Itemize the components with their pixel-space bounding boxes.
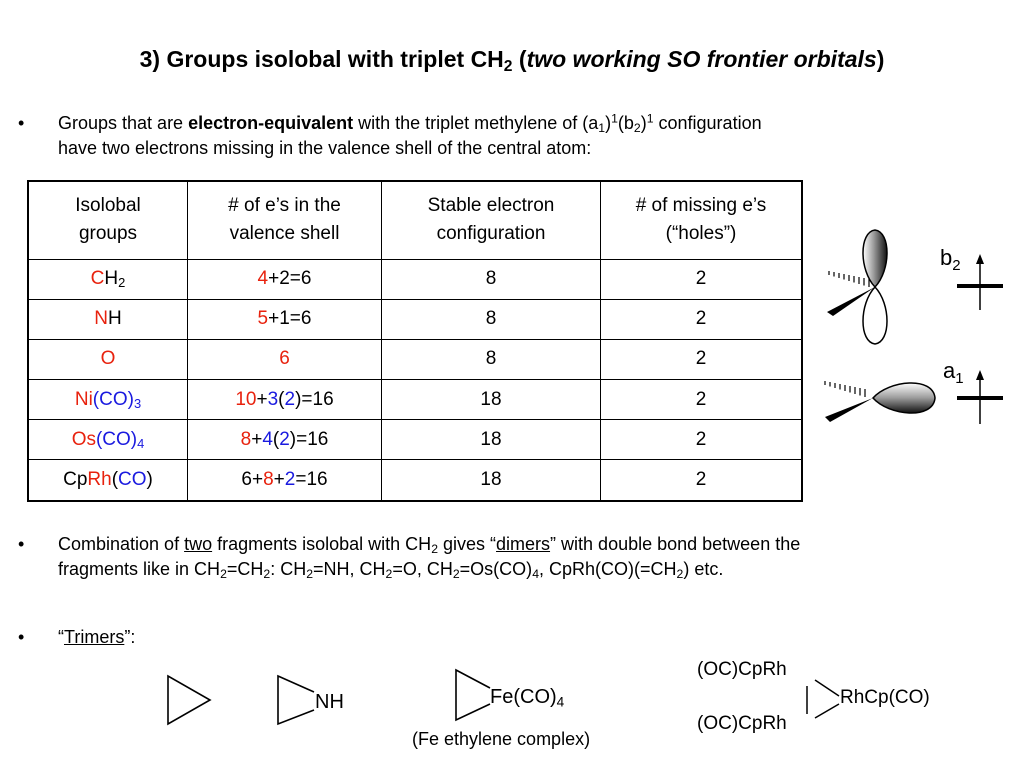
group-cell: CpRh(CO) bbox=[28, 460, 188, 501]
missing-cell: 2 bbox=[601, 299, 803, 339]
table-row bbox=[28, 420, 802, 460]
stable-cell: 8 bbox=[382, 299, 601, 339]
valence-cell: 10+3(2)=16 bbox=[188, 380, 382, 420]
a1-level-icon bbox=[957, 370, 1003, 424]
fe-ethylene-caption: (Fe ethylene complex) bbox=[412, 729, 591, 749]
stable-cell: 18 bbox=[382, 460, 601, 501]
bullet-marker: • bbox=[18, 534, 25, 554]
header-valence-electrons: # of e’s in the valence shell bbox=[188, 181, 382, 259]
rh-bonds-icon bbox=[795, 672, 845, 728]
a1-orbital-icon bbox=[825, 381, 935, 422]
missing-cell: 2 bbox=[601, 460, 803, 501]
cyclopropane-icon bbox=[160, 668, 220, 732]
stable-cell: 18 bbox=[382, 380, 601, 420]
fe-carbonyl-label: $Fe(CO)_4$ bbox=[490, 686, 565, 710]
rh-fragment-right: RhCp(CO) bbox=[840, 687, 930, 708]
b2-label: $b_2$ bbox=[940, 245, 961, 274]
slide-title: 3) Groups isolobal with triplet $CH_2$ (two working SO frontier orbitals) bbox=[139, 46, 885, 75]
a1-label: $a_1$ bbox=[943, 358, 964, 387]
valence-cell: 8+4(2)=16 bbox=[188, 420, 382, 460]
group-cell: $CH_2$ bbox=[28, 259, 188, 299]
group-cell: $Os(CO)_4$ bbox=[28, 420, 188, 460]
group-cell: NH bbox=[28, 299, 188, 339]
table-row bbox=[28, 339, 802, 379]
table-row bbox=[28, 259, 802, 299]
valence-cell: 6+8+2=16 bbox=[188, 460, 382, 501]
header-isolobal-groups: Isolobal groups bbox=[28, 181, 188, 259]
bullet-trimers: “Trimers”: bbox=[58, 627, 136, 647]
bullet-electron-equivalent: Groups that are electron-equivalent with the triplet methylene of $(a_1)^1(b_2)^1$ configuration have two electrons missing in the valence shell of the central atom: bbox=[58, 111, 762, 158]
valence-cell: 4+2=6 bbox=[188, 259, 382, 299]
b2-orbital-icon bbox=[827, 230, 887, 344]
valence-cell: 6 bbox=[188, 339, 382, 379]
rh-fragment-top: (OC)CpRh bbox=[697, 659, 787, 680]
header-stable-configuration: Stable electron configuration bbox=[382, 181, 601, 259]
table-row bbox=[28, 460, 802, 501]
aziridine-icon bbox=[270, 668, 320, 732]
table-header-row bbox=[28, 181, 802, 259]
missing-cell: 2 bbox=[601, 259, 803, 299]
missing-cell: 2 bbox=[601, 420, 803, 460]
valence-cell: 5+1=6 bbox=[188, 299, 382, 339]
bullet-dimers: Combination of two fragments isolobal with $CH_2$ gives “dimers” with double bond between the fragments like in $CH_2=CH_2$: $CH_2=NH$, $CH_2=O$, $CH_2=Os(CO)_4$, $CpRh(CO)(=CH_2)$ etc. bbox=[58, 534, 801, 582]
header-missing-electrons: # of missing e’s (“holes”) bbox=[601, 181, 803, 259]
stable-cell: 8 bbox=[382, 259, 601, 299]
group-cell: O bbox=[28, 339, 188, 379]
b2-level-icon bbox=[957, 254, 1003, 310]
missing-cell: 2 bbox=[601, 380, 803, 420]
table-row bbox=[28, 380, 802, 420]
rh-fragment-bottom: (OC)CpRh bbox=[697, 713, 787, 734]
bullet-marker: • bbox=[18, 627, 25, 647]
bullet-marker: • bbox=[18, 113, 25, 133]
group-cell: $Ni(CO)_3$ bbox=[28, 380, 188, 420]
table-row bbox=[28, 299, 802, 339]
isolobal-table bbox=[27, 180, 803, 502]
aziridine-nh-label: NH bbox=[315, 691, 344, 713]
stable-cell: 8 bbox=[382, 339, 601, 379]
stable-cell: 18 bbox=[382, 420, 601, 460]
orbital-diagram bbox=[815, 220, 1015, 440]
missing-cell: 2 bbox=[601, 339, 803, 379]
